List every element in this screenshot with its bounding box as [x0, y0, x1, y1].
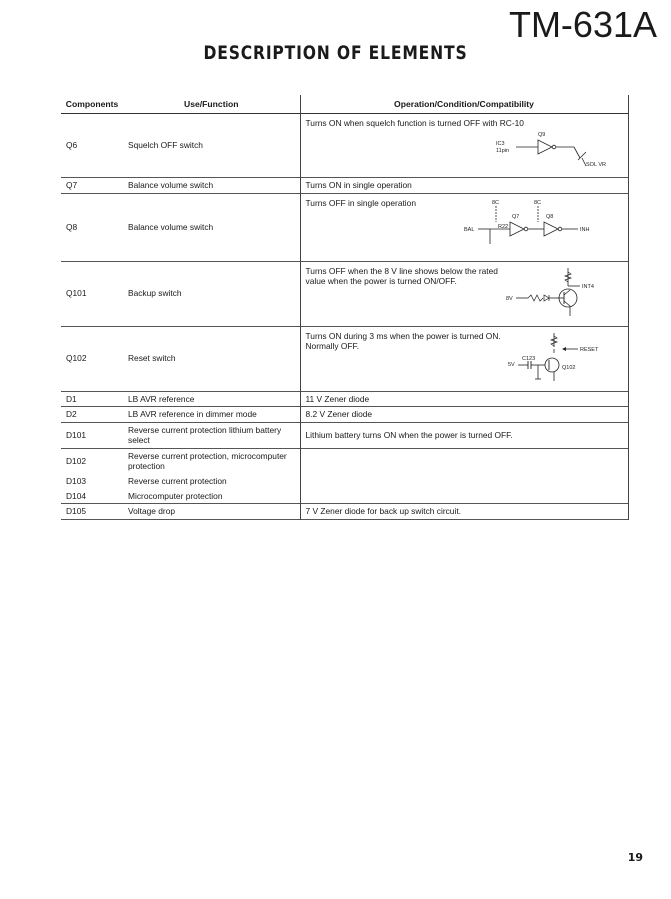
- inh-label: INH: [579, 226, 589, 233]
- operation-cell: Turns ON in single operation: [300, 178, 628, 194]
- q7-label: Q7: [511, 213, 519, 220]
- r22-label: R22: [497, 223, 508, 230]
- table-row: [61, 504, 628, 520]
- operation-cell: Lithium battery turns ON when the power is turned OFF.: [300, 422, 628, 448]
- q102-transistor-label: Q102: [561, 364, 575, 371]
- c123-label: C123: [521, 355, 535, 362]
- function-cell: Reset switch: [128, 353, 176, 364]
- operation-text: Turns OFF when the 8 V line shows below the rated value when the power is turned ON/OFF.: [305, 265, 498, 286]
- table-row: [61, 391, 628, 407]
- 5v-label: 5V: [507, 361, 515, 368]
- balance-switch-schematic: [462, 198, 612, 256]
- operation-cell: [300, 193, 628, 261]
- operation-cell: [300, 448, 628, 474]
- function-cell: Balance volume switch: [128, 180, 214, 190]
- table-row: [61, 474, 628, 489]
- int4-label: INT4: [581, 283, 594, 290]
- operation-cell: 7 V Zener diode for back up switch circuit.: [300, 504, 628, 520]
- component-cell: D1: [66, 393, 77, 404]
- 8v-label: 8V: [505, 295, 513, 302]
- component-cell: Q7: [66, 180, 78, 190]
- function-cell: Reverse current protection lithium battery select: [128, 424, 282, 445]
- function-cell: Balance volume switch: [128, 221, 214, 232]
- sol-vr-label: SOL VR: [585, 162, 606, 168]
- elements-table: [61, 95, 629, 520]
- table-row: [61, 326, 628, 391]
- table-row: [61, 407, 628, 423]
- operation-text: Turns OFF in single operation: [305, 197, 416, 208]
- component-cell: Q8: [66, 221, 78, 232]
- squelch-switch-schematic: [494, 128, 614, 172]
- component-cell: D105: [66, 506, 87, 516]
- q9-label: Q9: [537, 132, 545, 138]
- component-cell: D102: [66, 455, 87, 466]
- component-cell: Q101: [66, 288, 87, 299]
- function-cell: Reverse current protection: [128, 475, 227, 486]
- operation-cell: 8.2 V Zener diode: [300, 407, 628, 423]
- column-header-components: Components: [61, 95, 123, 114]
- pin-label: 11pin: [495, 148, 509, 154]
- model-number: TM-631A: [508, 4, 657, 45]
- function-cell: Squelch OFF switch: [128, 140, 203, 151]
- rail-label-1: 8C: [491, 199, 499, 206]
- operation-cell: [300, 474, 628, 489]
- operation-text: Turns ON during 3 ms when the power is turned ON. Normally OFF.: [305, 330, 501, 351]
- operation-cell: 11 V Zener diode: [300, 391, 628, 407]
- bal-label: BAL: [463, 226, 474, 233]
- function-cell: Voltage drop: [128, 506, 176, 516]
- component-cell: Q6: [66, 140, 78, 151]
- reset-label: RESET: [579, 346, 598, 353]
- function-cell: Microcomputer protection: [128, 490, 223, 501]
- component-cell: D103: [66, 475, 87, 486]
- table-row: [61, 489, 628, 504]
- operation-text: Turns ON when squelch function is turned OFF with RC-10: [305, 118, 524, 128]
- page-title: DESCRIPTION OF ELEMENTS: [203, 42, 468, 64]
- table-row: [61, 261, 628, 326]
- rail-label-2: 8C: [533, 199, 541, 206]
- function-cell: LB AVR reference in dimmer mode: [128, 409, 257, 419]
- operation-cell: [300, 326, 628, 391]
- table-row: [61, 448, 628, 474]
- component-cell: D2: [66, 409, 77, 419]
- table-row: [61, 114, 628, 178]
- table-row: [61, 422, 628, 448]
- column-header-operation: Operation/Condition/Compatibility: [300, 95, 628, 114]
- ic3-label: IC3: [495, 141, 505, 147]
- reset-switch-schematic: [502, 331, 632, 387]
- q8-label: Q8: [545, 213, 553, 220]
- operation-cell: [300, 114, 628, 178]
- function-cell: LB AVR reference: [128, 393, 195, 404]
- function-cell: Reverse current protection, microcomputer protection: [128, 450, 287, 471]
- operation-cell: [300, 261, 628, 326]
- backup-switch-schematic: [506, 266, 626, 322]
- table-row: [61, 193, 628, 261]
- operation-cell: [300, 489, 628, 504]
- column-header-function: Use/Function: [123, 95, 300, 114]
- table-row: [61, 178, 628, 194]
- function-cell: Backup switch: [128, 288, 182, 299]
- table-header-row: [61, 95, 628, 114]
- component-cell: D101: [66, 429, 87, 440]
- component-cell: D104: [66, 490, 87, 501]
- component-cell: Q102: [66, 353, 87, 364]
- page-number: 19: [627, 851, 643, 864]
